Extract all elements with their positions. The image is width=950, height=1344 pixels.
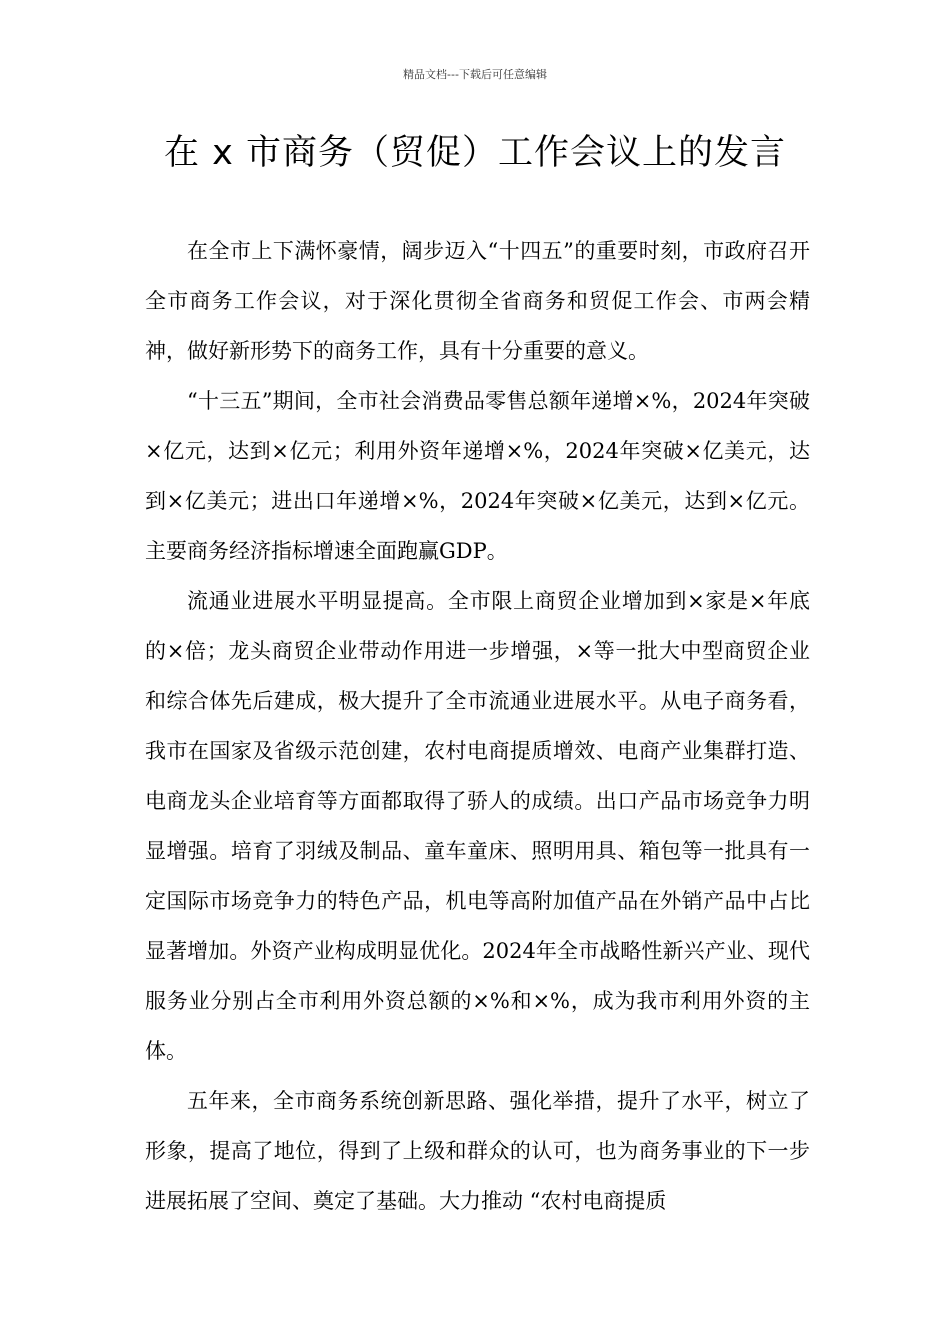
paragraph-2: “十三五”期间，全市社会消费品零售总额年递增×%，2024年突破×亿元，达到×亿元；利用外资年递增×%，2024年突破×亿美元，达到×亿美元；进出口年递增×%，2024年突破×亿美元，达到×亿元。主要商务经济指标增速全面跑赢GDP。	[145, 389, 810, 563]
header-note: 精品文档---下载后可任意编辑	[403, 68, 547, 81]
paragraph-1: 在全市上下满怀豪情，阔步迈入“十四五”的重要时刻，市政府召开全市商务工作会议，对于深化贯彻全省商务和贸促工作会、市两会精神，做好新形势下的商务工作，具有十分重要的意义。	[145, 239, 810, 363]
paragraph-3: 流通业进展水平明显提高。全市限上商贸企业增加到×家是×年底的×倍；龙头商贸企业带动作用进一步增强，×等一批大中型商贸企业和综合体先后建成，极大提升了全市流通业进展水平。从电子商务看，我市在国家及省级示范创建，农村电商提质增效、电商产业集群打造、电商龙头企业培育等方面都取得了骄人的成绩。出口产品市场竞争力明显增强。培育了羽绒及制品、童车童床、照明用具、箱包等一批具有一定国际市场竞争力的特色产品，机电等高附加值产品在外销产品中占比显著增加。外资产业构成明显优化。2024年全市战略性新兴产业、现代服务业分别占全市利用外资总额的×%和×%，成为我市利用外资的主体。	[145, 589, 810, 1063]
paragraph-4: 五年来，全市商务系统创新思路、强化举措，提升了水平，树立了形象，提高了地位，得到了上级和群众的认可，也为商务事业的下一步进展拓展了空间、奠定了基础。大力推动 “农村电商提质	[145, 1089, 810, 1213]
document-body	[145, 226, 810, 1226]
document-title: 在 x 市商务（贸促）工作会议上的发言	[164, 133, 786, 173]
